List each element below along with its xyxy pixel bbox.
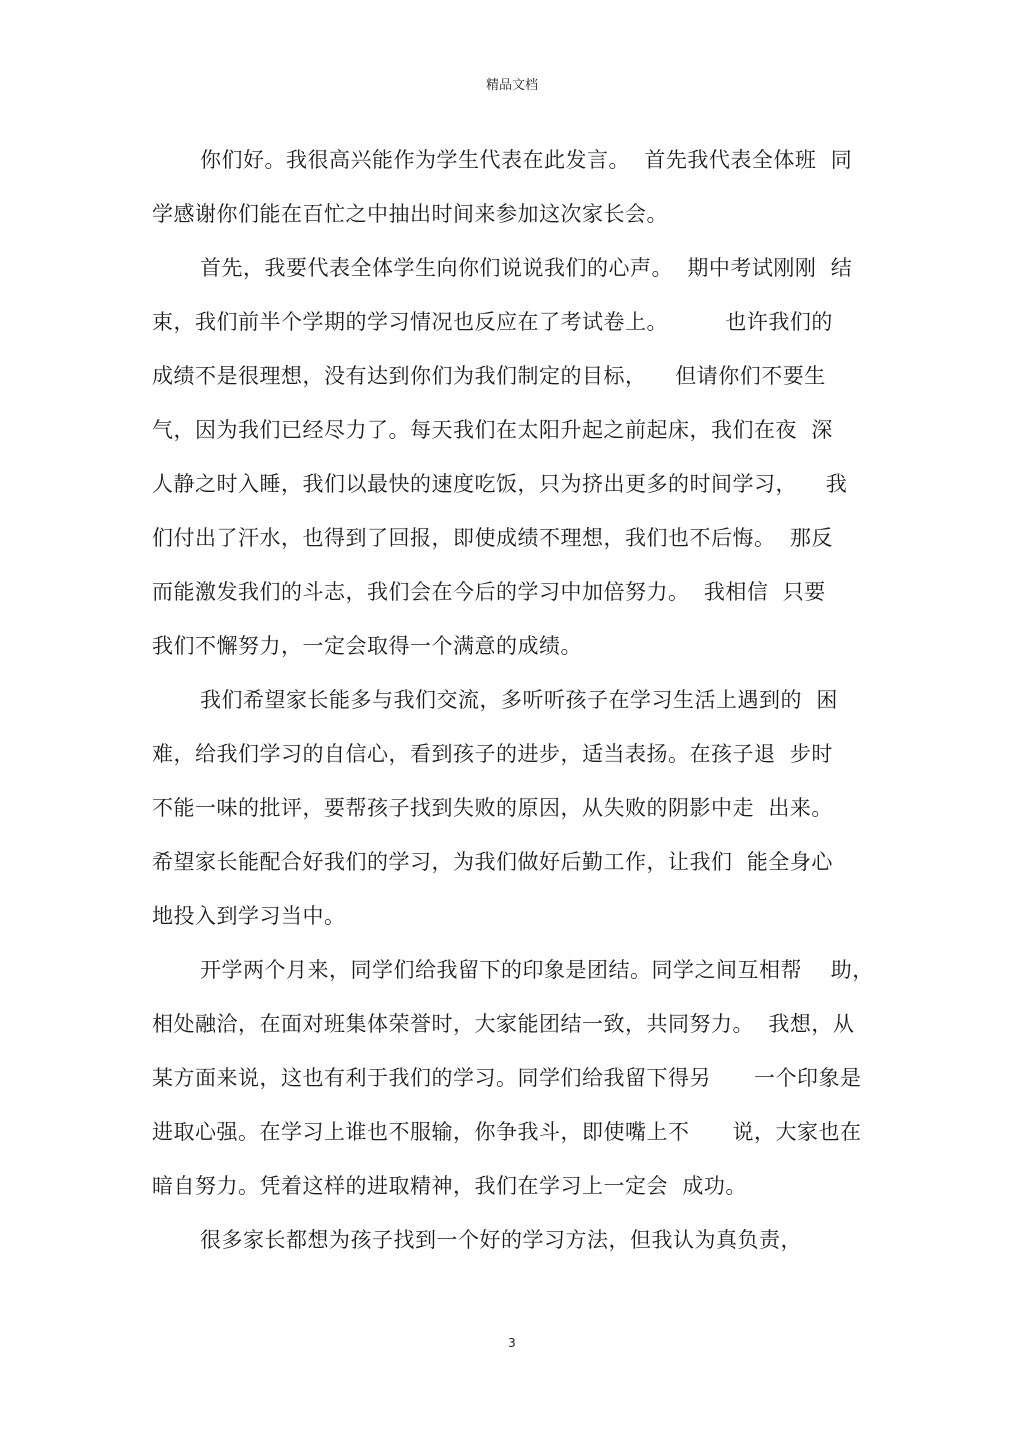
page-header: 精品文档 (485, 78, 538, 93)
text-line: 难，给我们学习的自信心，看到孩子的进步，适当表扬。在孩子退 步时 (152, 742, 833, 766)
text-line: 气，因为我们已经尽力了。每天我们在太阳升起之前起床，我们在夜 深 (152, 418, 833, 442)
page-number: 3 (508, 1336, 516, 1350)
text-line: 学感谢你们能在百忙之中抽出时间来参加这次家长会。 (152, 202, 668, 226)
text-line: 我们希望家长能多与我们交流，多听听孩子在学习生活上遇到的 困 (200, 688, 838, 712)
text-line: 某方面来说，这也有利于我们的学习。同学们给我留下得另 一个印象是 (152, 1066, 862, 1090)
text-line: 们付出了汗水，也得到了回报，即使成绩不理想，我们也不后悔。 那反 (152, 526, 833, 550)
text-line: 我们不懈努力，一定会取得一个满意的成绩。 (152, 634, 582, 658)
text-line: 人静之时入睡，我们以最快的速度吃饭，只为挤出更多的时间学习， 我 (152, 472, 848, 496)
text-line: 地投入到学习当中。 (152, 904, 346, 928)
text-line: 而能激发我们的斗志，我们会在今后的学习中加倍努力。 我相信 只要 (152, 580, 826, 604)
text-line: 不能一味的批评，要帮孩子找到失败的原因，从失败的阴影中走 出来。 (152, 796, 833, 820)
text-line: 相处融洽，在面对班集体荣誉时，大家能团结一致，共同努力。 我想，从 (152, 1012, 855, 1036)
text-line: 成绩不是很理想，没有达到你们为我们制定的目标， 但请你们不要生 (152, 364, 826, 388)
text-line: 开学两个月来，同学们给我留下的印象是团结。同学之间互相帮 助， (200, 958, 874, 982)
text-line: 很多家长都想为孩子找到一个好的学习方法，但我认为真负责， (200, 1228, 802, 1252)
text-line: 希望家长能配合好我们的学习，为我们做好后勤工作，让我们 能全身心 (152, 850, 833, 874)
document-body (152, 140, 872, 1274)
text-line: 你们好。我很高兴能作为学生代表在此发言。 首先我代表全体班 同 (200, 148, 853, 172)
text-line: 束，我们前半个学期的学习情况也反应在了考试卷上。 也许我们的 (152, 310, 833, 334)
text-line: 暗自努力。凭着这样的进取精神，我们在学习上一定会 成功。 (152, 1174, 747, 1198)
text-line: 进取心强。在学习上谁也不服输，你争我斗，即使嘴上不 说，大家也在 (152, 1120, 862, 1144)
text-line: 首先，我要代表全体学生向你们说说我们的心声。 期中考试刚刚 结 (200, 256, 853, 280)
